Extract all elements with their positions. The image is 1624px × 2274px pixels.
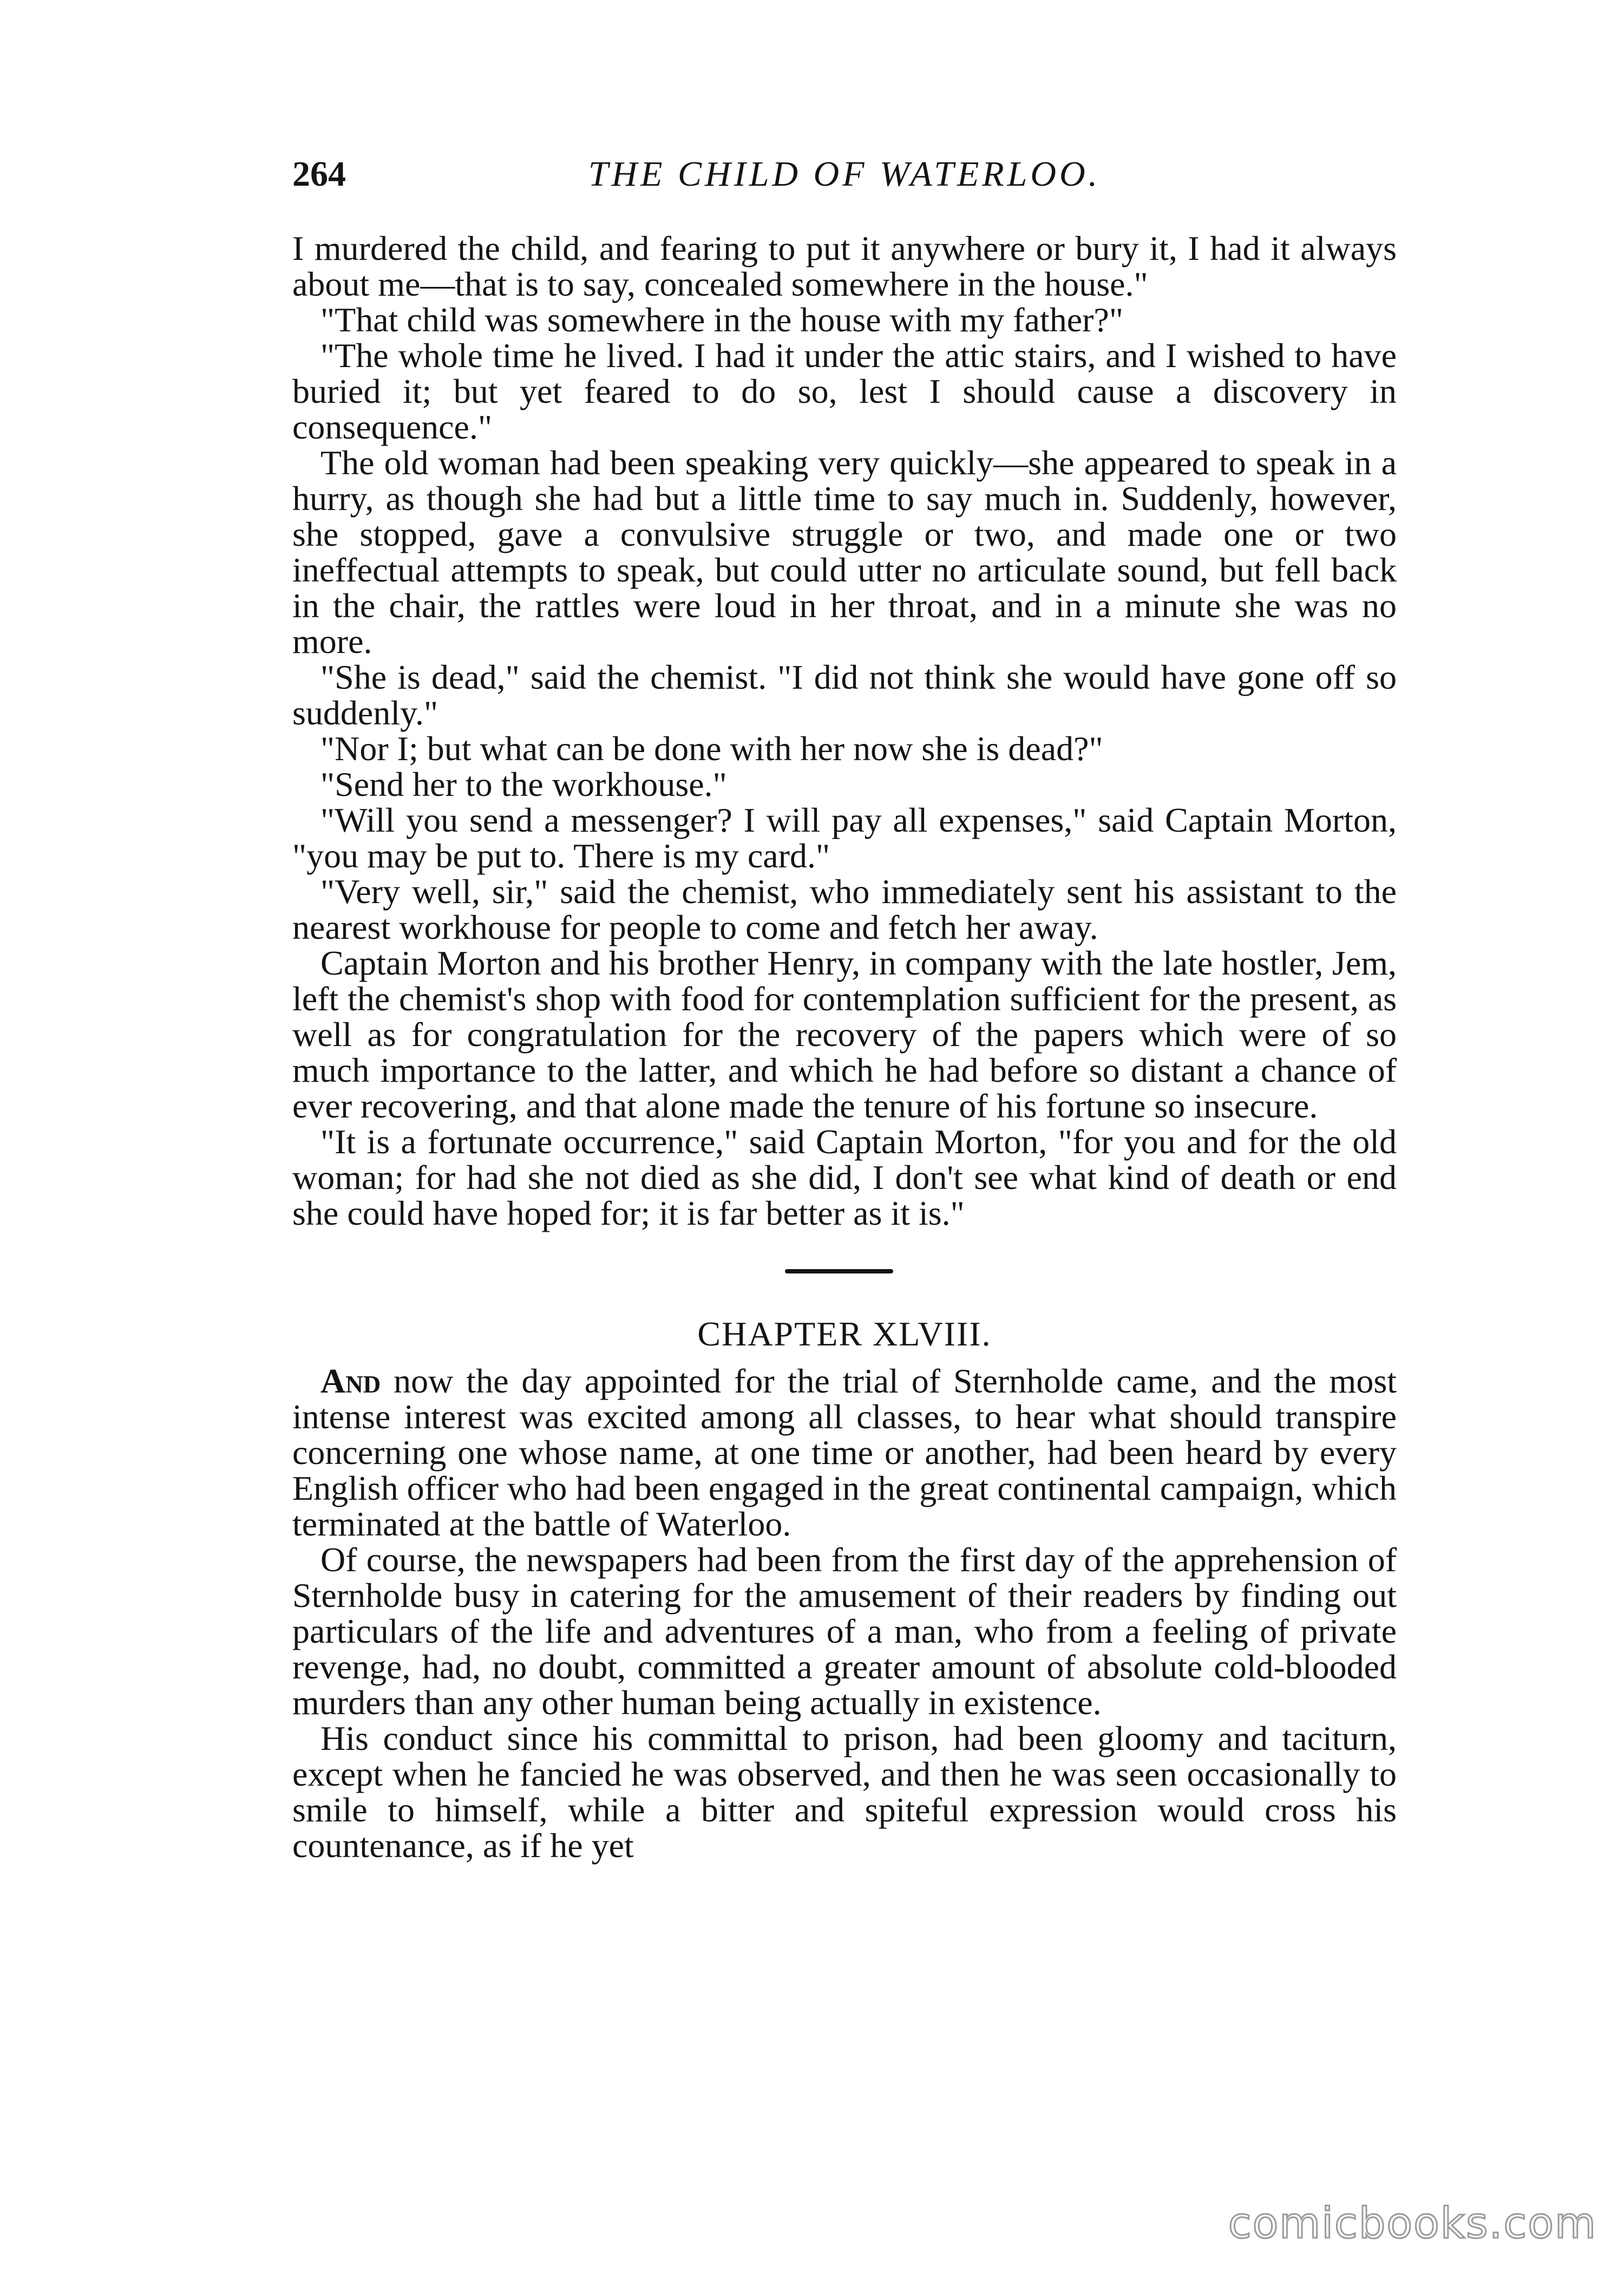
book-title: THE CHILD OF WATERLOO. <box>588 154 1101 194</box>
section-divider <box>292 1231 1397 1312</box>
running-head <box>292 147 1397 201</box>
paragraph: "Nor I; but what can be done with her now she is dead?" <box>320 729 1103 768</box>
text-column <box>292 231 1397 1864</box>
paragraph: "She is dead," said the chemist. "I did not think she would have gone off so suddenly." <box>292 658 1397 732</box>
divider-rule <box>785 1269 893 1273</box>
paragraph: "The whole time he lived. I had it under the attic stairs, and I wished to have buried it; but yet feared to do so, lest I should cause a discovery in consequence." <box>292 336 1397 446</box>
paragraph: "Very well, sir," said the chemist, who immediately sent his assistant to the nearest workhouse for people to come and fetch her away. <box>292 872 1397 946</box>
chapter-title: CHAPTER XLVIII. <box>697 1315 992 1353</box>
watermark: comicbooks.com <box>1228 2199 1597 2248</box>
paragraph: Of course, the newspapers had been from the first day of the apprehension of Sternholde busy in catering for the amusement of their readers by finding out particulars of the life and adventures of a man, who from a feeling of private revenge, had, no doubt, committed a greater amount of absolute cold-blooded murders than any other human being actually in existence. <box>292 1540 1397 1722</box>
paragraph: His conduct since his committal to prison, had been gloomy and taciturn, except when he fancied he was observed, and then he was seen occasionally to smile to himself, while a bitter and spiteful expression would cross his countenance, as if he yet <box>292 1719 1397 1865</box>
chapter-opening-paragraph <box>292 1363 1397 1542</box>
chapter-opening-text: now the day appointed for the trial of Sternholde came, and the most intense interest was excited among all classes, to hear what should transpire concerning one whose name, at one time or another, had been heard by every English officer who had been engaged in the great continental campaign, which terminated at the battle of Waterloo. <box>292 1362 1397 1543</box>
chapter-opening-word: And <box>320 1362 381 1400</box>
paragraph: "Send her to the workhouse." <box>320 765 727 803</box>
paragraph: "That child was somewhere in the house with my father?" <box>320 300 1123 339</box>
paragraph: The old woman had been speaking very quickly—she appeared to speak in a hurry, as though she had but a little time to say much in. Suddenly, however, she stopped, gave a convulsive struggle or two, and made one or two ineffectual attempts to speak, but could utter no articulate sound, but fell back in the chair, the rattles were loud in her throat, and in a minute she was no more. <box>292 443 1397 661</box>
page-number: 264 <box>292 154 346 194</box>
paragraph: Captain Morton and his brother Henry, in company with the late hostler, Jem, left the chemist's shop with food for contemplation sufficient for the present, as well as for congratulation for the recovery of the papers which were of so much importance to the latter, and which he had before so distant a chance of ever recovering, and that alone made the tenure of his fortune so insecure. <box>292 944 1397 1125</box>
paragraph-continuation: I murdered the child, and fearing to put it anywhere or bury it, I had it always about me—that is to say, concealed somewhere in the house." <box>292 229 1397 303</box>
paragraph: "It is a fortunate occurrence," said Captain Morton, "for you and for the old woman; for had she not died as she did, I don't see what kind of death or end she could have hoped for; it is far better as it is." <box>292 1122 1397 1232</box>
paragraph: "Will you send a messenger? I will pay all expenses," said Captain Morton, "you may be put to. There is my card." <box>292 801 1397 875</box>
